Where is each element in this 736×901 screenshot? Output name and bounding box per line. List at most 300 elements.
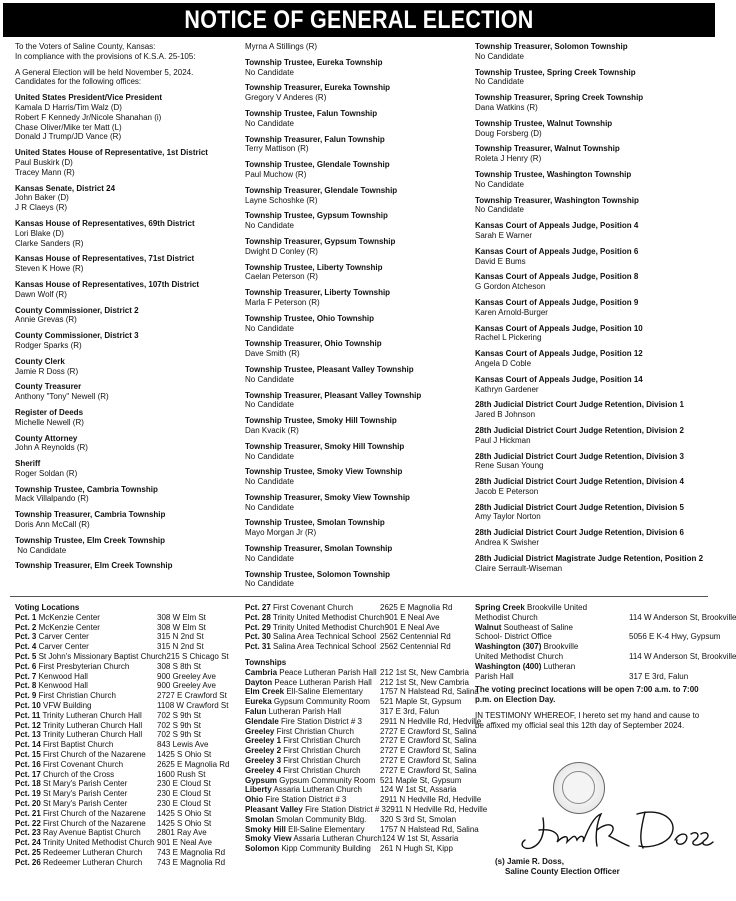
location-address: 2911 N Hedville Rd, Hedville	[380, 795, 482, 805]
candidate-name: No Candidate	[245, 374, 294, 384]
voting-locations-heading: Voting Locations	[15, 603, 80, 612]
candidate-name: G Gordon Atcheson	[475, 282, 546, 292]
offices-column-3	[475, 42, 710, 579]
precinct-label: Pct. 6	[15, 661, 37, 671]
location-address: 1108 W Crawford St	[157, 700, 229, 710]
office-title: Township Trustee, Washington Township	[475, 169, 632, 179]
location-name: Smolan Community Bldg.	[276, 814, 367, 824]
office-title: 28th Judicial District Court Judge Retention, Division 6	[475, 528, 684, 538]
location-name: Redeemer Lutheran Church	[43, 857, 143, 867]
candidate-name: Sarah E Warner	[475, 230, 533, 240]
office-title: Kansas House of Representatives, 69th District	[15, 218, 195, 228]
location-address: 230 E Cloud St	[157, 798, 211, 808]
office-title: Township Trustee, Walnut Township	[475, 118, 613, 128]
office-title: Kansas Court of Appeals Judge, Position 8	[475, 272, 639, 282]
office-block	[245, 467, 467, 487]
location-name: Brookville United	[527, 603, 588, 612]
candidate-name: No Candidate	[475, 179, 524, 189]
location-name: Carver Center	[38, 632, 89, 642]
office-block	[245, 288, 467, 308]
location-address: 308 S 8th St	[157, 661, 202, 671]
location-address: 124 W 1st St, Assaria	[381, 834, 459, 844]
location-address: 1425 S Ohio St	[157, 818, 212, 828]
candidate-name: No Candidate	[245, 400, 294, 410]
location-name: Brookville	[543, 642, 579, 652]
location-row	[245, 795, 482, 805]
precinct-label: Pct. 10	[15, 700, 41, 710]
office-title: Township Trustee, Elm Creek Township	[15, 535, 165, 545]
office-title: Township Trustee, Gypsum Township	[245, 211, 388, 221]
precinct-label: Eureka	[245, 697, 272, 707]
candidate-name: No Candidate	[245, 323, 294, 333]
office-block	[475, 298, 710, 318]
voting-locations-column-3	[475, 603, 736, 731]
location-row	[245, 785, 471, 795]
office-title: County Attorney	[15, 433, 78, 443]
intro-line: In compliance with the provisions of K.S.A. 25-105:	[15, 51, 196, 61]
candidate-name: Rene Susan Young	[475, 461, 544, 471]
candidate-name: Roger Soldan (R)	[15, 468, 78, 478]
candidate-name: No Candidate	[245, 118, 294, 128]
location-name: Trinity Lutheran Church Hall	[42, 710, 142, 720]
notice-title-banner	[3, 3, 715, 37]
office-title: Township Trustee, Spring Creek Township	[475, 67, 636, 77]
office-title: Sheriff	[15, 459, 41, 469]
location-address: 2562 Centennial Rd	[380, 632, 451, 642]
office-title: Township Treasurer, Washington Township	[475, 195, 639, 205]
precinct-label: Pct. 23	[15, 828, 41, 838]
office-block	[475, 119, 710, 139]
location-address: 2911 N Hedville Rd, Hedville	[385, 804, 488, 814]
office-title: Township Treasurer, Liberty Township	[245, 288, 391, 298]
office-block	[245, 518, 467, 538]
office-block	[15, 254, 237, 274]
office-title: Township Trustee, Falun Township	[245, 108, 378, 118]
office-block	[475, 375, 710, 395]
candidate-name: Donald J Trump/JD Vance (R)	[15, 132, 122, 142]
location-name: First Christian Church	[283, 736, 361, 746]
location-name: Gypsum Community Room	[273, 697, 370, 707]
candidate-name: Paul Muchow (R)	[245, 169, 307, 179]
office-block	[245, 391, 467, 411]
office-title: Kansas House of Representatives, 107th District	[15, 279, 200, 289]
office-block	[475, 221, 710, 241]
office-title: Kansas Court of Appeals Judge, Position 10	[475, 323, 643, 333]
intro	[15, 42, 237, 87]
location-address: 5056 E K-4 Hwy, Gypsum	[629, 632, 721, 642]
location-row	[15, 711, 240, 721]
location-name: Trinity United Methodist Church	[42, 838, 155, 848]
precinct-label: Liberty	[245, 785, 272, 795]
office-title: Township Trustee, Smoky View Township	[245, 467, 403, 477]
precinct-label: Pct. 2	[15, 622, 37, 632]
precinct-label: Pct. 13	[15, 730, 41, 740]
location-name: Methodist Church	[475, 612, 538, 622]
location-name: Lutheran Parish Hall	[268, 706, 342, 716]
precinct-label: Pct. 27	[245, 603, 271, 612]
testimony-text: IN TESTIMONY WHEREOF, I hereto set my hand and cause to be affixed my official seal this 12th day of September 2024.	[475, 710, 700, 730]
office-title: United States President/Vice President	[15, 93, 163, 103]
candidate-name: Myrna A Stillings (R)	[245, 42, 318, 51]
office-title: Kansas Court of Appeals Judge, Position 14	[475, 374, 643, 384]
office-block	[15, 331, 237, 351]
office-block	[245, 314, 467, 334]
section-divider	[10, 596, 708, 597]
precinct-label: Greeley	[245, 726, 275, 736]
candidate-name: Dave Smith (R)	[245, 349, 300, 359]
precinct-label: Pct. 18	[15, 779, 41, 789]
location-row	[245, 726, 477, 737]
office-block	[15, 485, 237, 505]
location-row	[15, 730, 240, 740]
location-address: 2562 Centennial Rd	[380, 642, 451, 652]
office-block	[245, 493, 467, 513]
office-block	[245, 109, 467, 129]
location-row	[15, 819, 240, 829]
candidate-name: No Candidate	[245, 477, 294, 487]
office-block	[15, 357, 237, 377]
signer-block	[495, 857, 620, 877]
office-title: Township Treasurer, Glendale Township	[245, 185, 398, 195]
precinct-label: Pct. 31	[245, 642, 271, 652]
location-name: First Christian Church	[276, 726, 354, 736]
voting-locations-column-1	[15, 603, 240, 868]
precinct-label: Cambria	[245, 667, 278, 677]
location-address: 2727 E Crawford St, Salina	[380, 746, 477, 756]
office-block	[475, 93, 710, 113]
precinct-label: Pct. 14	[15, 740, 41, 750]
office-title: Township Treasurer, Eureka Township	[245, 83, 391, 93]
location-address: 124 W 1st St, Assaria	[380, 785, 457, 795]
location-row	[245, 844, 471, 854]
location-name: Church of the Cross	[43, 769, 115, 779]
location-name: Parish Hall	[475, 671, 514, 681]
location-row	[245, 613, 471, 623]
location-address: 1425 S Ohio St	[157, 749, 212, 759]
office-block	[245, 160, 467, 180]
location-name: First Church of the Nazarene	[43, 808, 146, 818]
candidate-name: Amy Taylor Norton	[475, 512, 541, 522]
office-block	[15, 219, 237, 248]
precinct-label: Pct. 15	[15, 749, 41, 759]
location-address: 2911 N Hedville Rd, Hedville	[380, 716, 482, 726]
precinct-label: Spring Creek	[475, 603, 525, 612]
candidate-name: No Candidate	[475, 205, 524, 215]
office-title: Township Treasurer, Walnut Township	[475, 144, 620, 154]
precinct-label: Pct. 26	[15, 857, 41, 867]
location-row	[15, 760, 240, 770]
location-row	[15, 838, 240, 848]
location-row	[475, 612, 736, 623]
location-row	[15, 740, 240, 750]
location-address: 2625 E Magnolia Rd	[380, 603, 453, 612]
location-address: 230 E Cloud St	[157, 789, 211, 799]
precinct-label: Smolan	[245, 814, 274, 824]
location-name: United Methodist Church	[475, 651, 564, 661]
office-title: Township Trustee, Liberty Township	[245, 262, 383, 272]
candidate-name: Angela D Coble	[475, 358, 532, 368]
location-row	[15, 828, 240, 838]
candidate-name: Lori Blake (D)	[15, 228, 64, 238]
location-row	[245, 834, 471, 844]
location-row	[475, 642, 710, 652]
location-address: 320 S 3rd St, Smolan	[380, 814, 457, 824]
location-address: 2727 E Crawford St, Salina	[380, 755, 477, 765]
intro-line: Candidates for the following offices:	[15, 77, 142, 87]
location-row	[245, 716, 482, 727]
office-title: Kansas Court of Appeals Judge, Position 6	[475, 246, 639, 256]
office-block	[475, 324, 710, 344]
candidate-name: Tracey Mann (R)	[15, 167, 75, 177]
office-title: Township Trustee, Pleasant Valley Township	[245, 364, 414, 374]
precinct-label: Falun	[245, 706, 267, 716]
precinct-label: Pct. 17	[15, 769, 41, 779]
office-block	[475, 272, 710, 292]
location-row	[245, 755, 477, 766]
office-title: 28th Judicial District Magistrate Judge Retention, Position 2	[475, 553, 704, 563]
candidate-name: John A Reynolds (R)	[15, 443, 88, 453]
signature	[505, 800, 715, 860]
candidate-name: Rachel L Pickering	[475, 333, 542, 343]
location-name: First Christian Church	[283, 746, 361, 756]
location-address: 1425 S Ohio St	[157, 808, 212, 818]
candidate-name: Andrea K Swisher	[475, 538, 540, 548]
office-block	[15, 184, 237, 213]
location-name: St Mary's Parish Center	[43, 779, 128, 789]
location-address: 2727 E Crawford St	[157, 691, 227, 701]
location-row	[15, 701, 240, 711]
office-title: County Clerk	[15, 356, 65, 366]
candidate-name: Doug Forsberg (D)	[475, 128, 542, 138]
candidate-name: J R Claeys (R)	[15, 203, 68, 213]
location-address: 901 E Neal Ave	[157, 838, 213, 848]
location-row	[475, 632, 721, 642]
office-title: Kansas Senate, District 24	[15, 183, 116, 193]
location-address: 315 N 2nd St	[157, 632, 204, 642]
location-address: 215 S Chicago St	[166, 651, 229, 661]
office-title: Township Treasurer, Smolan Township	[245, 544, 393, 554]
location-address: 901 E Neal Ave	[384, 622, 440, 632]
precinct-label: Pct. 24	[15, 838, 41, 848]
office-title: Township Treasurer, Spring Creek Township	[475, 93, 644, 103]
location-name: St Mary's Parish Center	[43, 798, 128, 808]
location-name: First Church of the Nazarene	[43, 749, 146, 759]
location-row	[15, 642, 240, 652]
office-title: Township Treasurer, Smoky View Township	[245, 492, 410, 502]
office-title: Township Trustee, Ohio Township	[245, 313, 375, 323]
location-address: 261 N Hugh St, Kipp	[380, 844, 453, 854]
office-block	[245, 83, 467, 103]
precinct-label: Pct. 30	[245, 632, 271, 642]
office-title: Township Treasurer, Elm Creek Township	[15, 561, 173, 571]
location-name: Trinity Lutheran Church Hall	[42, 720, 143, 730]
candidate-name: Marla F Peterson (R)	[245, 297, 320, 307]
office-block	[245, 135, 467, 155]
location-address: 702 S 9th St	[157, 710, 202, 720]
location-address: 2727 E Crawford St, Salina	[380, 736, 477, 746]
location-address: 1757 N Halstead Rd, Salina	[380, 824, 479, 834]
location-name: McKenzie Center	[38, 612, 100, 622]
precinct-label: Pct. 9	[15, 691, 37, 701]
office-block	[15, 93, 237, 142]
candidate-name: Layne Schoshke (R)	[245, 195, 318, 205]
location-address: 212 1st St, New Cambria	[380, 677, 469, 687]
location-name: Trinity United Methodist Church	[272, 622, 385, 632]
precinct-label: Pct. 4	[15, 642, 37, 652]
location-address: 521 Maple St, Gypsum	[380, 775, 462, 785]
precinct-label: Pct. 11	[15, 710, 41, 720]
precinct-label: Pct. 25	[15, 847, 41, 857]
precinct-label: Smoky View	[245, 834, 292, 844]
location-address: 308 W Elm St	[157, 622, 206, 632]
location-row	[15, 809, 240, 819]
candidate-name: No Candidate	[245, 553, 294, 563]
precinct-label: Pleasant Valley	[245, 804, 303, 814]
location-address: 2727 E Crawford St, Salina	[380, 726, 477, 736]
candidate-name: Dawn Wolf (R)	[15, 289, 67, 299]
candidate-name: Michelle Newell (R)	[15, 417, 84, 427]
office-title: Township Treasurer, Cambria Township	[15, 510, 166, 520]
location-address: 843 Lewis Ave	[157, 740, 209, 750]
location-address: 743 E Magnolia Rd	[157, 857, 226, 867]
location-row	[15, 750, 240, 760]
candidate-name: No Candidate	[245, 579, 294, 589]
office-title: County Treasurer	[15, 382, 82, 392]
candidate-name: Paul Buskirk (D)	[15, 157, 73, 167]
location-address: 521 Maple St, Gypsum	[380, 697, 462, 707]
candidate-name: Karen Arnold-Burger	[475, 307, 548, 317]
location-name: Salina Area Technical School	[273, 632, 377, 642]
location-name: Lutheran	[543, 661, 576, 671]
precinct-label: Pct. 28	[245, 612, 271, 622]
location-row	[15, 789, 240, 799]
office-title: Township Treasurer, Gypsum Township	[245, 236, 396, 246]
precinct-label: Pct. 21	[15, 808, 41, 818]
offices-column-1	[15, 42, 237, 577]
location-row	[245, 736, 477, 746]
hours-note: The voting precinct locations will be open 7:00 a.m. to 7:00 p.m. on Election Day.	[475, 685, 699, 705]
office-title: Township Trustee, Eureka Township	[245, 57, 383, 67]
location-row	[15, 652, 240, 662]
office-block	[15, 306, 237, 326]
location-row	[15, 858, 240, 868]
office-block	[475, 400, 710, 420]
office-block	[245, 365, 467, 385]
location-name: Trinity United Methodist Church	[272, 612, 385, 622]
location-row	[245, 642, 471, 652]
candidate-name: No Candidate	[245, 502, 294, 512]
office-title: Township Trustee, Smolan Township	[245, 518, 385, 528]
location-name: Trinity Lutheran Church Hall	[42, 730, 143, 740]
location-name: St John's Missionary Baptist Church	[38, 651, 167, 661]
location-name: Kenwood Hall	[38, 681, 88, 691]
candidate-name: Claire Serrault-Wiseman	[475, 563, 563, 573]
office-block	[475, 247, 710, 267]
precinct-label: Pct. 29	[245, 622, 271, 632]
location-address: 2625 E Magnolia Rd	[157, 759, 230, 769]
candidate-name: Rodger Sparks (R)	[15, 340, 82, 350]
office-block	[475, 477, 710, 497]
location-address: 900 Greeley Ave	[157, 681, 217, 691]
location-name: McKenzie Center	[38, 622, 100, 632]
office-block	[15, 536, 237, 556]
location-address: 114 W Anderson St, Brookville	[629, 651, 736, 661]
location-row	[245, 632, 471, 642]
precinct-label: Pct. 1	[15, 612, 37, 622]
candidate-name: Steven K Howe (R)	[15, 264, 84, 274]
candidate-name: No Candidate	[475, 51, 524, 61]
office-title: Township Treasurer, Falun Township	[245, 134, 385, 144]
office-block	[475, 196, 710, 216]
location-name: Peace Lutheran Parish Hall	[274, 677, 372, 687]
location-name: First Christian Church	[283, 755, 361, 765]
location-address: 743 E Magnolia Rd	[157, 847, 226, 857]
location-row	[15, 848, 240, 858]
precinct-label: Washington (307)	[475, 642, 542, 652]
intro-line: A General Election will be held November 5, 2024.	[15, 67, 194, 77]
office-block	[245, 186, 467, 206]
office-block	[475, 68, 710, 88]
office-block	[245, 442, 467, 462]
office-block	[475, 349, 710, 369]
location-name: Peace Lutheran Parish Hall	[279, 667, 377, 677]
office-block	[245, 42, 467, 52]
office-block	[15, 434, 237, 454]
candidate-name: Paul J Hickman	[475, 435, 531, 445]
location-row	[475, 672, 710, 682]
office-title: 28th Judicial District Court Judge Retention, Division 2	[475, 425, 684, 435]
office-title: Kansas House of Representatives, 71st District	[15, 254, 195, 264]
precinct-label: Pct. 16	[15, 759, 41, 769]
office-block	[15, 561, 237, 571]
location-name: First Covenant Church	[43, 759, 124, 769]
candidate-name: No Candidate	[15, 545, 67, 555]
location-row	[245, 603, 471, 613]
office-block	[15, 459, 237, 479]
location-name: First Church of the Nazarene	[43, 818, 146, 828]
precinct-label: Glendale	[245, 716, 279, 726]
candidate-name: Kamala D Harris/Tim Walz (D)	[15, 102, 122, 112]
location-name: Fire Station District # 3	[305, 804, 386, 814]
location-row	[15, 632, 240, 642]
precinct-label: Pct. 12	[15, 720, 41, 730]
location-row	[245, 824, 479, 835]
office-title: Township Trustee, Cambria Township	[15, 484, 158, 494]
precinct-label: Smoky Hill	[245, 824, 286, 834]
location-row	[15, 691, 240, 701]
location-row	[15, 613, 240, 623]
candidate-name: Caelan Peterson (R)	[245, 272, 318, 282]
candidate-name: Jamie R Doss (R)	[15, 366, 79, 376]
candidate-name: Robert F Kennedy Jr/Nicole Shanahan (i)	[15, 112, 162, 122]
location-address: 308 W Elm St	[157, 612, 206, 622]
office-block	[475, 170, 710, 190]
office-title: United States House of Representative, 1st District	[15, 148, 208, 158]
candidate-name: Mayo Morgan Jr (R)	[245, 528, 317, 538]
office-title: 28th Judicial District Court Judge Retention, Division 4	[475, 477, 684, 487]
candidate-name: Terry Mattison (R)	[245, 144, 309, 154]
location-name: Ell-Saline Elementary	[288, 824, 365, 834]
precinct-label: Greeley 3	[245, 755, 282, 765]
location-address: 317 E 3rd, Falun	[380, 706, 440, 716]
location-name: Redeemer Lutheran Church	[43, 847, 143, 857]
precinct-label: Greeley 1	[245, 736, 282, 746]
location-row	[245, 678, 471, 688]
candidate-name: Roleta J Henry (R)	[475, 154, 542, 164]
office-block	[15, 510, 237, 530]
location-address: 702 S 9th St	[157, 730, 202, 740]
location-name: Southeast of Saline	[503, 622, 573, 632]
